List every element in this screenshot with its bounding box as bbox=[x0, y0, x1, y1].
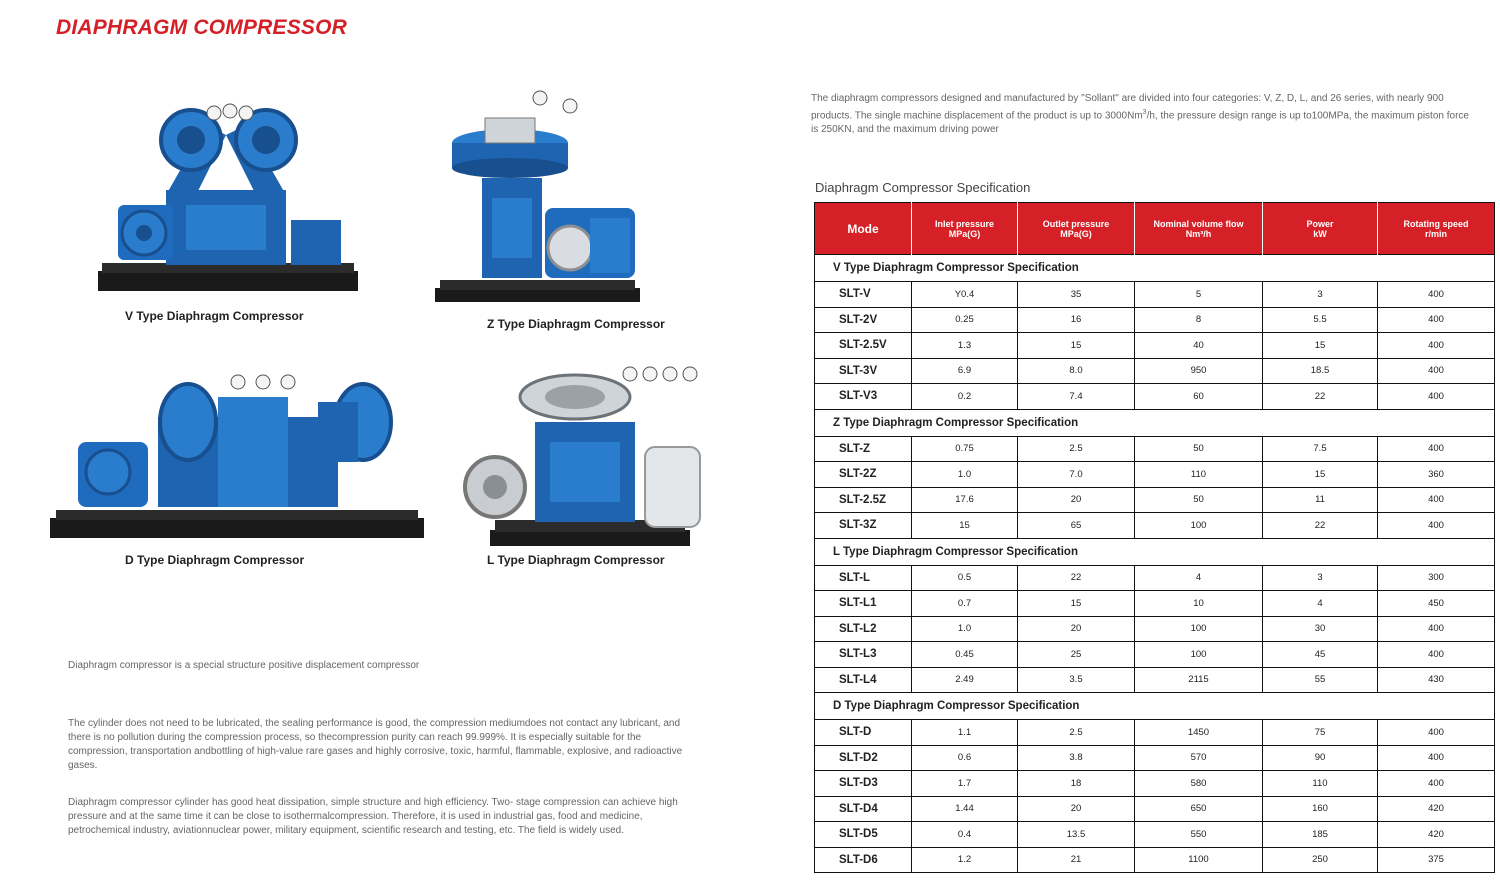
value-cell: 7.4 bbox=[1018, 384, 1135, 410]
value-cell: 20 bbox=[1018, 796, 1135, 822]
model-cell: SLT-L bbox=[815, 565, 912, 591]
value-cell: 18.5 bbox=[1263, 358, 1378, 384]
value-cell: 15 bbox=[912, 513, 1018, 539]
value-cell: 0.7 bbox=[912, 591, 1018, 617]
intro-paragraph bbox=[811, 92, 1471, 137]
value-cell: 0.75 bbox=[912, 436, 1018, 462]
z-type-caption: Z Type Diaphragm Compressor bbox=[487, 317, 665, 331]
value-cell: 25 bbox=[1018, 642, 1135, 668]
value-cell: 17.6 bbox=[912, 487, 1018, 513]
value-cell: 400 bbox=[1378, 282, 1495, 308]
value-cell: 10 bbox=[1135, 591, 1263, 617]
spec-section-row bbox=[815, 255, 1495, 282]
model-cell: SLT-L1 bbox=[815, 591, 912, 617]
value-cell: 45 bbox=[1263, 642, 1378, 668]
v-type-caption: V Type Diaphragm Compressor bbox=[125, 309, 304, 323]
model-cell: SLT-D2 bbox=[815, 745, 912, 771]
model-cell: SLT-2V bbox=[815, 307, 912, 333]
value-cell: 100 bbox=[1135, 642, 1263, 668]
table-row bbox=[815, 796, 1495, 822]
table-row bbox=[815, 771, 1495, 797]
value-cell: 400 bbox=[1378, 616, 1495, 642]
spec-table bbox=[814, 202, 1495, 873]
model-cell: SLT-D bbox=[815, 720, 912, 746]
value-cell: 15 bbox=[1018, 591, 1135, 617]
value-cell: 400 bbox=[1378, 384, 1495, 410]
value-cell: 22 bbox=[1263, 513, 1378, 539]
d-type-compressor-image bbox=[48, 372, 426, 540]
value-cell: 8.0 bbox=[1018, 358, 1135, 384]
value-cell: 3 bbox=[1263, 565, 1378, 591]
value-cell: 400 bbox=[1378, 642, 1495, 668]
value-cell: 50 bbox=[1135, 436, 1263, 462]
model-cell: SLT-2Z bbox=[815, 462, 912, 488]
table-row bbox=[815, 616, 1495, 642]
description-paragraph-3: Diaphragm compressor cylinder has good heat dissipation, simple structure and high efficiency. Two- stage compression can achieve high pressure and at the same time it can be close to isothermalcompression. Therefore, it is used in industrial gas, food and medicine, petrochemical industry, aviationnuclear power, military equipment, scientific research and testing, etc. The field is widely used. bbox=[68, 797, 678, 836]
value-cell: 110 bbox=[1135, 462, 1263, 488]
table-row bbox=[815, 462, 1495, 488]
value-cell: 650 bbox=[1135, 796, 1263, 822]
table-row bbox=[815, 720, 1495, 746]
description-paragraph-1: Diaphragm compressor is a special structure positive displacement compressor bbox=[68, 660, 420, 671]
value-cell: 4 bbox=[1135, 565, 1263, 591]
value-cell: 1.7 bbox=[912, 771, 1018, 797]
value-cell: Y0.4 bbox=[912, 282, 1018, 308]
value-cell: 11 bbox=[1263, 487, 1378, 513]
value-cell: 0.6 bbox=[912, 745, 1018, 771]
value-cell: 100 bbox=[1135, 513, 1263, 539]
value-cell: 20 bbox=[1018, 616, 1135, 642]
value-cell: 2.5 bbox=[1018, 436, 1135, 462]
z-type-compressor-image bbox=[430, 88, 645, 306]
header-power: Power kW bbox=[1263, 203, 1378, 255]
model-cell: SLT-V3 bbox=[815, 384, 912, 410]
table-row bbox=[815, 745, 1495, 771]
section-title: D Type Diaphragm Compressor Specification bbox=[815, 693, 1495, 720]
value-cell: 4 bbox=[1263, 591, 1378, 617]
page-title: DIAPHRAGM COMPRESSOR bbox=[56, 16, 348, 39]
value-cell: 1.2 bbox=[912, 847, 1018, 873]
value-cell: 1100 bbox=[1135, 847, 1263, 873]
value-cell: 450 bbox=[1378, 591, 1495, 617]
value-cell: 55 bbox=[1263, 667, 1378, 693]
value-cell: 2.49 bbox=[912, 667, 1018, 693]
value-cell: 0.45 bbox=[912, 642, 1018, 668]
value-cell: 21 bbox=[1018, 847, 1135, 873]
table-row bbox=[815, 667, 1495, 693]
value-cell: 400 bbox=[1378, 333, 1495, 359]
value-cell: 580 bbox=[1135, 771, 1263, 797]
value-cell: 950 bbox=[1135, 358, 1263, 384]
table-row bbox=[815, 436, 1495, 462]
value-cell: 60 bbox=[1135, 384, 1263, 410]
value-cell: 400 bbox=[1378, 513, 1495, 539]
value-cell: 3.5 bbox=[1018, 667, 1135, 693]
value-cell: 400 bbox=[1378, 771, 1495, 797]
model-cell: SLT-D5 bbox=[815, 822, 912, 848]
value-cell: 400 bbox=[1378, 358, 1495, 384]
value-cell: 420 bbox=[1378, 822, 1495, 848]
value-cell: 400 bbox=[1378, 720, 1495, 746]
value-cell: 160 bbox=[1263, 796, 1378, 822]
value-cell: 7.0 bbox=[1018, 462, 1135, 488]
header-mode: Mode bbox=[815, 203, 912, 255]
value-cell: 300 bbox=[1378, 565, 1495, 591]
l-type-caption: L Type Diaphragm Compressor bbox=[487, 553, 665, 567]
value-cell: 2.5 bbox=[1018, 720, 1135, 746]
section-title: V Type Diaphragm Compressor Specification bbox=[815, 255, 1495, 282]
table-row bbox=[815, 333, 1495, 359]
value-cell: 50 bbox=[1135, 487, 1263, 513]
value-cell: 400 bbox=[1378, 487, 1495, 513]
section-title: L Type Diaphragm Compressor Specification bbox=[815, 538, 1495, 565]
header-rotating-speed: Rotating speed r/min bbox=[1378, 203, 1495, 255]
spec-header-row bbox=[815, 203, 1495, 255]
intro-part2: /h, the pressure design range is up to100MPa, the maximum piston force is 250KN, and the maximum driving power bbox=[811, 110, 1469, 136]
value-cell: 420 bbox=[1378, 796, 1495, 822]
value-cell: 400 bbox=[1378, 436, 1495, 462]
value-cell: 5.5 bbox=[1263, 307, 1378, 333]
value-cell: 22 bbox=[1263, 384, 1378, 410]
model-cell: SLT-D4 bbox=[815, 796, 912, 822]
value-cell: 375 bbox=[1378, 847, 1495, 873]
intro-part1: The diaphragm compressors designed and manufactured by "Sollant" are divided into four categories: V, Z, D, L, and 26 series, with nearly 900 products. The single machine displacement of the product is up to 3000Nm bbox=[811, 93, 1444, 122]
value-cell: 75 bbox=[1263, 720, 1378, 746]
model-cell: SLT-2.5V bbox=[815, 333, 912, 359]
value-cell: 250 bbox=[1263, 847, 1378, 873]
table-row bbox=[815, 642, 1495, 668]
value-cell: 0.2 bbox=[912, 384, 1018, 410]
header-outlet-pressure: Outlet pressure MPa(G) bbox=[1018, 203, 1135, 255]
value-cell: 30 bbox=[1263, 616, 1378, 642]
value-cell: 7.5 bbox=[1263, 436, 1378, 462]
table-row bbox=[815, 487, 1495, 513]
value-cell: 360 bbox=[1378, 462, 1495, 488]
value-cell: 430 bbox=[1378, 667, 1495, 693]
table-row bbox=[815, 822, 1495, 848]
value-cell: 6.9 bbox=[912, 358, 1018, 384]
value-cell: 35 bbox=[1018, 282, 1135, 308]
table-row bbox=[815, 847, 1495, 873]
table-row bbox=[815, 513, 1495, 539]
value-cell: 185 bbox=[1263, 822, 1378, 848]
value-cell: 1.44 bbox=[912, 796, 1018, 822]
value-cell: 110 bbox=[1263, 771, 1378, 797]
value-cell: 1.1 bbox=[912, 720, 1018, 746]
value-cell: 100 bbox=[1135, 616, 1263, 642]
value-cell: 8 bbox=[1135, 307, 1263, 333]
header-volume-flow: Nominal volume flow Nm³/h bbox=[1135, 203, 1263, 255]
intro-superscript: 3 bbox=[1142, 109, 1147, 116]
description-paragraph-2: The cylinder does not need to be lubricated, the sealing performance is good, the compression mediumdoes not contact any lubricant, and there is no pollution during the compression process, so thecompression purity can reach 99.999%. It is especially suitable for the compression, transportation andbottling of high-value rare gases and highly corrosive, toxic, harmful, flammable, explosive, and radioactive gases. bbox=[68, 718, 683, 771]
value-cell: 1450 bbox=[1135, 720, 1263, 746]
header-inlet-pressure: Inlet pressure MPa(G) bbox=[912, 203, 1018, 255]
value-cell: 13.5 bbox=[1018, 822, 1135, 848]
value-cell: 400 bbox=[1378, 307, 1495, 333]
value-cell: 1.3 bbox=[912, 333, 1018, 359]
model-cell: SLT-L3 bbox=[815, 642, 912, 668]
value-cell: 400 bbox=[1378, 745, 1495, 771]
value-cell: 15 bbox=[1263, 333, 1378, 359]
value-cell: 550 bbox=[1135, 822, 1263, 848]
model-cell: SLT-2.5Z bbox=[815, 487, 912, 513]
value-cell: 65 bbox=[1018, 513, 1135, 539]
value-cell: 2115 bbox=[1135, 667, 1263, 693]
model-cell: SLT-Z bbox=[815, 436, 912, 462]
d-type-caption: D Type Diaphragm Compressor bbox=[125, 553, 305, 567]
value-cell: 3.8 bbox=[1018, 745, 1135, 771]
model-cell: SLT-3V bbox=[815, 358, 912, 384]
value-cell: 5 bbox=[1135, 282, 1263, 308]
value-cell: 1.0 bbox=[912, 616, 1018, 642]
value-cell: 1.0 bbox=[912, 462, 1018, 488]
model-cell: SLT-D3 bbox=[815, 771, 912, 797]
value-cell: 20 bbox=[1018, 487, 1135, 513]
table-row bbox=[815, 384, 1495, 410]
section-title: Z Type Diaphragm Compressor Specification bbox=[815, 409, 1495, 436]
spec-title: Diaphragm Compressor Specification bbox=[815, 180, 1031, 195]
spec-table-body bbox=[815, 255, 1495, 873]
spec-section-row bbox=[815, 693, 1495, 720]
value-cell: 90 bbox=[1263, 745, 1378, 771]
v-type-compressor-image bbox=[96, 95, 361, 295]
l-type-compressor-image bbox=[450, 352, 712, 548]
model-cell: SLT-V bbox=[815, 282, 912, 308]
table-row bbox=[815, 282, 1495, 308]
value-cell: 570 bbox=[1135, 745, 1263, 771]
spec-section-row bbox=[815, 409, 1495, 436]
table-row bbox=[815, 565, 1495, 591]
value-cell: 22 bbox=[1018, 565, 1135, 591]
value-cell: 16 bbox=[1018, 307, 1135, 333]
model-cell: SLT-L2 bbox=[815, 616, 912, 642]
model-cell: SLT-L4 bbox=[815, 667, 912, 693]
value-cell: 18 bbox=[1018, 771, 1135, 797]
value-cell: 15 bbox=[1018, 333, 1135, 359]
table-row bbox=[815, 307, 1495, 333]
table-row bbox=[815, 591, 1495, 617]
model-cell: SLT-3Z bbox=[815, 513, 912, 539]
model-cell: SLT-D6 bbox=[815, 847, 912, 873]
value-cell: 40 bbox=[1135, 333, 1263, 359]
value-cell: 15 bbox=[1263, 462, 1378, 488]
spec-section-row bbox=[815, 538, 1495, 565]
value-cell: 3 bbox=[1263, 282, 1378, 308]
table-row bbox=[815, 358, 1495, 384]
value-cell: 0.5 bbox=[912, 565, 1018, 591]
value-cell: 0.4 bbox=[912, 822, 1018, 848]
value-cell: 0.25 bbox=[912, 307, 1018, 333]
